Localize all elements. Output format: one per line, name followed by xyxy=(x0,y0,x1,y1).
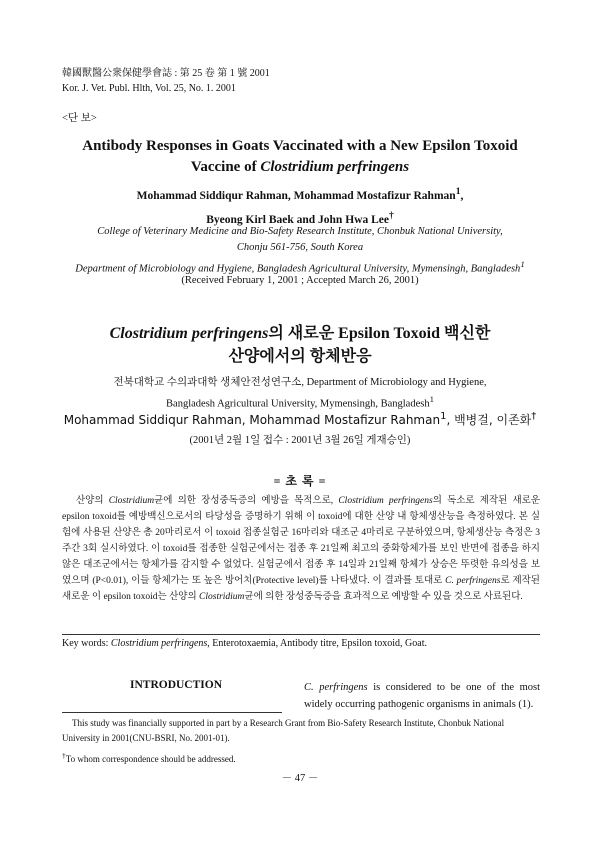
footnote-correspondence-text: To whom correspondence should be addressed. xyxy=(65,754,236,764)
authors-korean-names-1: Mohammad Siddiqur Rahman, Mohammad Mostafizur Rahman xyxy=(63,413,441,427)
title-english-line2-text: Vaccine of xyxy=(190,159,261,175)
authors-korean-mark-1: 1 xyxy=(440,411,447,422)
footnote-funding: This study was financially supported in part by a Research Grant from Bio-Safety Research Institute, Chonbuk National University in 2001(CNU-BSRI, No. 2001-01). xyxy=(62,718,505,743)
title-korean-line1-text: 의 새로운 Epsilon Toxoid 백신한 xyxy=(268,325,491,342)
received-dates-korean: (2001년 2월 1일 접수 : 2001년 3월 26일 게재승인) xyxy=(189,435,411,446)
title-english-organism: Clostridium perfringens xyxy=(260,159,410,175)
journal-header-english: Kor. J. Vet. Publ. Hlth, Vol. 25, No. 1. 2001 xyxy=(62,83,236,94)
affiliation-english-line2: Chonju 561-756, South Korea xyxy=(236,242,364,253)
authors-english-names-1: Mohammad Siddiqur Rahman, Mohammad Mostafizur Rahman xyxy=(136,189,456,202)
title-korean-line2: 산양에서의 항체반응 xyxy=(228,348,372,365)
authors-english-line1 xyxy=(40,182,560,206)
authors-korean-mark-2: † xyxy=(531,411,537,422)
keywords-italic: Clostridium perfringens xyxy=(110,638,208,649)
authors-korean xyxy=(30,411,570,428)
affiliation-mark: 1 xyxy=(520,259,525,269)
abstract-text-4: 로 제작된 새로운 이 epsilon toxoid는 산양의 xyxy=(62,576,540,602)
authors-english-names-2: Byeong Kirl Baek and John Hwa Lee xyxy=(206,213,389,226)
introduction-heading: INTRODUCTION xyxy=(130,679,223,691)
authors-english-comma: , xyxy=(460,189,464,202)
footnote-correspondence-mark: † xyxy=(62,751,66,760)
title-english xyxy=(40,136,560,178)
abstract-body xyxy=(62,493,540,605)
authors-korean-names-2: , 백병걸, 이존화 xyxy=(446,413,532,427)
affiliation-korean-line1: 전북대학교 수의과대학 생체안전성연구소, Department of Microbiology and Hygiene, xyxy=(113,377,487,388)
keywords-label: Key words: xyxy=(62,638,111,649)
abstract-text-1: 산양의 xyxy=(76,496,109,506)
title-korean-organism: Clostridium perfringens xyxy=(109,325,269,342)
section-tag: <단 보> xyxy=(62,113,97,124)
affiliation-korean xyxy=(40,375,560,413)
abstract-italic-2: Clostridium perfringens xyxy=(338,496,433,506)
affiliation-korean-mark: 1 xyxy=(429,394,434,404)
abstract-italic-4: Clostridium xyxy=(199,592,245,602)
corresponding-author-mark: † xyxy=(388,209,394,221)
journal-header xyxy=(62,66,270,96)
received-dates-english: (Received February 1, 2001 ; Accepted March 26, 2001) xyxy=(181,275,419,286)
affiliation-english-line1: College of Veterinary Medicine and Bio-Safety Research Institute, Chonbuk National University, xyxy=(97,226,503,237)
footnote-correspondence xyxy=(62,748,540,767)
affiliation-korean-line2-text: Bangladesh Agricultural University, Mymensingh, Bangladesh xyxy=(166,398,430,410)
journal-header-korean: 韓國獸醫公衆保健學會誌 : 第 25 卷 第 1 號 2001 xyxy=(62,68,270,79)
introduction-sentence: is considered to be one of the most widely occurring pathogenic organisms in animals (1). xyxy=(304,682,540,710)
abstract-italic-3: C. perfringens xyxy=(445,576,501,586)
keywords xyxy=(62,638,540,649)
title-english-line2 xyxy=(40,157,560,178)
abstract-divider xyxy=(62,634,540,635)
abstract-text-3: 의 독소로 제작된 새로운 epsilon toxoid를 예방백신으로서의 타당성을 증명하기 위해 이 toxoid에 대한 산양 내 항체생산능을 측정하였다. 본 실험에 사용된 산양은 총 20마리로서 이 toxoid 접종실험군 16마리와 대조군 4마리로 구분하였으며, 항체생산능 측정은 3주간 3회 실시하였다. 이 toxoid를 접종한 실험군에서는 접종 후 21일째 최고의 중화항체가를 보인 반면에 접종을 하지 않은 대조군에서는 항체가를 감지할 수 없었다. 실험군에서 접종 후 14일과 21일째 항체가 상승은 뚜렷한 유의성을 보였으며 (P<0.01), 이들 항체가는 또 높은 방어치(Protective level)를 나타냈다. 이 결과를 토대로 xyxy=(62,496,540,586)
abstract-heading: = 초 록 = xyxy=(273,474,327,488)
abstract-italic-1: Clostridium xyxy=(108,496,155,506)
title-english-line1: Antibody Responses in Goats Vaccinated with a New Epsilon Toxoid xyxy=(82,138,518,154)
abstract-text-5: 균에 의한 장성중독증을 효과적으로 예방할 수 있을 것으로 사료된다. xyxy=(244,592,523,602)
introduction-organism: C. perfringens xyxy=(304,682,368,693)
keywords-list: , Enterotoxaemia, Antibody titre, Epsilon toxoid, Goat. xyxy=(207,638,427,649)
page-number: － 47 － xyxy=(281,773,319,784)
title-korean xyxy=(40,322,560,368)
authors-english xyxy=(40,182,560,230)
affiliation-korean-line2 xyxy=(40,391,560,413)
affiliation-english-line3: Department of Microbiology and Hygiene, Bangladesh Agricultural University, Mymensingh, Bangladesh xyxy=(75,263,521,275)
affiliation-english-1 xyxy=(30,224,570,256)
footnote-divider xyxy=(62,712,282,713)
abstract-text-2: 균에 의한 장성중독증의 예방을 목적으로, xyxy=(154,496,339,506)
author-affiliation-mark: 1 xyxy=(455,186,461,197)
title-korean-line1 xyxy=(40,322,560,345)
introduction-text xyxy=(304,679,540,713)
